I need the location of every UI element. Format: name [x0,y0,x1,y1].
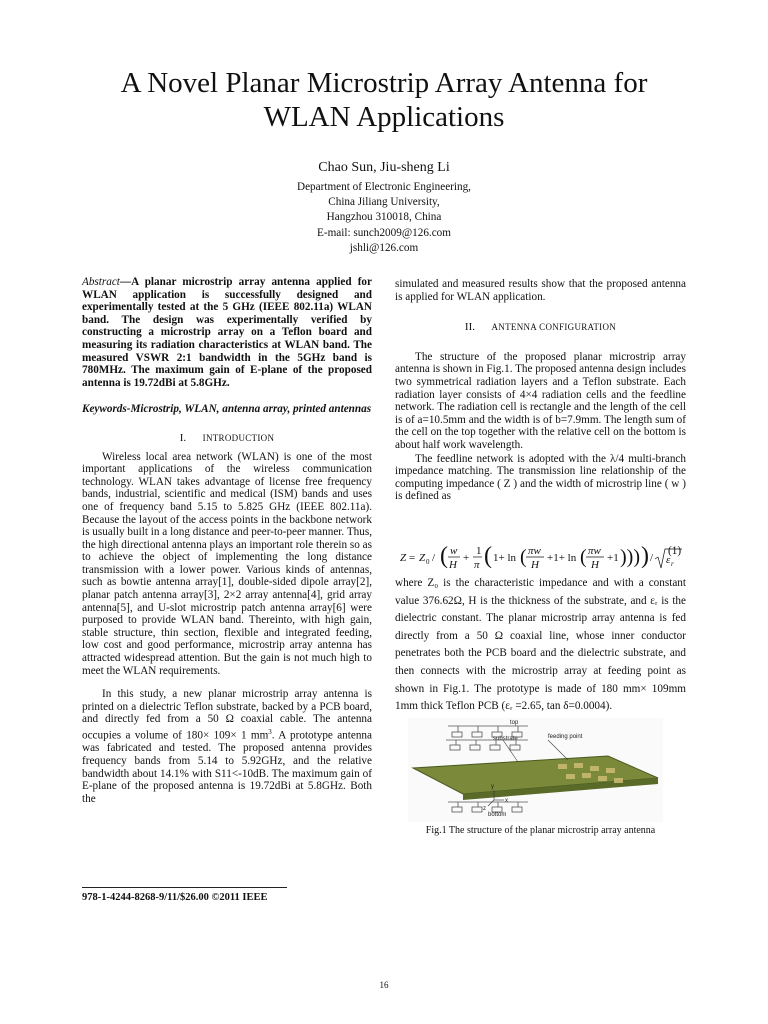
svg-text:ε: ε [666,554,671,566]
affiliation-line: jshli@126.com [349,241,419,254]
abstract-text: —A planar microstrip array antenna applied for WLAN application is successfully designed and experimentally tested at the 5 GHz (IEEE 802.11a) WLAN band. The design was experimentally verified by constructing a microstrip array on a Teflon board and measuring its radiation characteristics at WLAN band. The measured VSWR 2:1 bandwidth in the 5GHz band is 780MHz. The maximum gain of E-plane of the proposed antenna is 19.72dBi at 5.8GHz. [82,276,372,389]
label-axis-x: x [505,798,508,804]
svg-text:πw: πw [588,545,601,557]
title-line-2: WLAN Applications [263,101,505,133]
affiliation-line: E-mail: sunch2009@126.com [317,226,451,239]
svg-text:(: ( [580,546,587,568]
affiliation-line: Department of Electronic Engineering, [297,181,471,193]
svg-text:r: r [671,560,674,568]
svg-text:/: / [432,552,436,564]
section-1-title: INTRODUCTION [202,432,275,443]
svg-text:): ) [641,543,649,569]
affiliation-line: China Jiliang University, [328,196,440,209]
right-paragraph-1: The structure of the proposed planar microstrip array antenna is shown in Fig.1. The proposed antenna design includes two symmetrical radiation layers and a Teflon substrate. Each radiation layer consists of 4×4 radiation cells and the feedline network. The radiation cell is rectangle and the length of the cell is of a=10.5mm and the width is of b=7.9mm. The length sum of the cell on the top together with the relative cell on the bottom is about half work wavelength. [395,350,686,451]
authors: Chao Sun, Jiu-sheng Li [318,160,450,175]
svg-text:+1: +1 [607,552,619,564]
section-1-heading [82,432,372,445]
svg-text:1: 1 [476,545,482,557]
svg-text:π: π [474,559,480,571]
svg-text:Z: Z [400,552,407,564]
figure-1-caption: Fig.1 The structure of the planar microstrip array antenna [425,825,656,836]
svg-text:Z: Z [419,552,426,564]
svg-text:H: H [449,559,457,571]
svg-text:+: + [463,552,470,564]
label-feeding-point: feeding point [548,734,583,740]
affiliation-line: Hangzhou 310018, China [326,211,442,224]
label-substrate: substrate [493,736,518,742]
affiliation [0,180,768,256]
equation-number: (1) [668,545,682,557]
intro-paragraph-2a: In this study, a new planar microstrip array antenna is printed on a dielectric Teflon substrate, backed by a PCB board, and directly fed from a 50 Ω coaxial cable. The antenna occupies a volume of 180× 109× 1 mm [82,688,372,742]
right-paragraph-2: The feedline network is adopted with the λ/4 multi-branch impedance matching. The transmission line relationship of the computing impedance ( Z ) and the width of microstrip line ( w ) is defined as [395,452,686,503]
abstract-label: Abstract [82,276,120,288]
abstract [82,276,372,389]
svg-text:0: 0 [426,558,430,566]
left-column [82,276,372,805]
section-2-heading [395,321,686,334]
footnote-divider [82,887,287,888]
page-number: 16 [379,980,389,990]
svg-text:w: w [450,545,458,557]
svg-text:H: H [531,559,539,571]
superscript-3: 3 [268,728,272,736]
paper-title [40,66,728,134]
equation-1 [400,541,690,575]
equation-1-graphic [400,541,690,575]
footnote-copyright: 978-1-4244-8268-9/11/$26.00 ©2011 IEEE [82,892,268,903]
svg-text:H: H [591,559,599,571]
intro-paragraph-2b: . A prototype antenna was fabricated and tested. The proposed antenna provides frequency bands from 5.14 to 5.92GHz, and the relative bandwidth about 14.1% with S11<-10dB. The maximum gain of E-plane of the proposed antenna is 19.72dBi at 5.8GHz. Both the [82,729,372,805]
svg-text:(: ( [484,543,492,569]
section-2-number: II. [464,321,475,334]
label-axis-y: y [491,784,494,790]
svg-text:πw: πw [528,545,541,557]
label-bottom: bottom [488,812,507,818]
label-axis-z: z [483,806,486,812]
label-top: top [510,720,519,726]
right-paragraph-3: where Z₀ is the characteristic impedance and with a constant value 376.62Ω, H is the thickness of the substrate, and εᵣ is the dielectric constant. The planar microstrip array antenna is fed directly from a 50 Ω coaxial line, whose inner conductor penetrates both the PCB board and the dielectric substrate, and then connects with the microstrip array at feeding point as shown in Fig.1. The prototype is made of 180 mm× 109mm 1mm thick Teflon PCB (εᵣ =2.65, tan δ=0.0004). [395,577,686,713]
section-2-title: ANTENNA CONFIGURATION [491,322,617,333]
title-line-1: A Novel Planar Microstrip Array Antenna for [120,67,648,99]
svg-text:1+ ln: 1+ ln [493,552,517,564]
svg-text:+1+ ln: +1+ ln [547,552,577,564]
antenna-structure-figure [408,718,663,822]
svg-text:/: / [650,552,654,564]
right-column [395,278,686,503]
section-1-number: I. [179,431,187,444]
svg-text:(: ( [520,546,527,568]
intro-paragraph-2 [82,688,372,805]
svg-text:))): ))) [620,546,640,568]
keywords: Keywords-Microstrip, WLAN, antenna array, printed antennas [82,403,372,416]
svg-text:=: = [409,552,416,564]
figure-1 [408,718,663,822]
intro-paragraph-1: Wireless local area network (WLAN) is one of the most important applications of the wireless communication technology. WLAN takes advantage of license free frequency bands, industrial, scientific and medical (ISM) bands and uses one of frequency band 5.15 to 5.825 GHz (IEEE 802.11a). Because the layout of the access points in the backbone network is usually built in a long distance and peer-to-peer manner. Thus, the high directional antenna plays an important role therein so as to achieve the object of implementing the long distance transmission with a lower power. Various kinds of antennas, such as bowtie antenna array[1], double-sided dipole array[2], planar patch antenna array[3], 2×2 array antenna[4], grid array antenna[5], and U-slot microstrip patch antenna array[6] were purposed to provide WLAN band. Thereinto, with high gain, stable structure, thin section, flexible and integrated feeding, low cost and good performance, microstrip array antenna has attracted widespread attention. But the gain is not much high to meet the WLAN requirements. [82,450,372,677]
right-paragraph-0: simulated and measured results show that the proposed antenna is applied for WLAN application. [395,278,686,303]
svg-text:(: ( [440,543,448,569]
